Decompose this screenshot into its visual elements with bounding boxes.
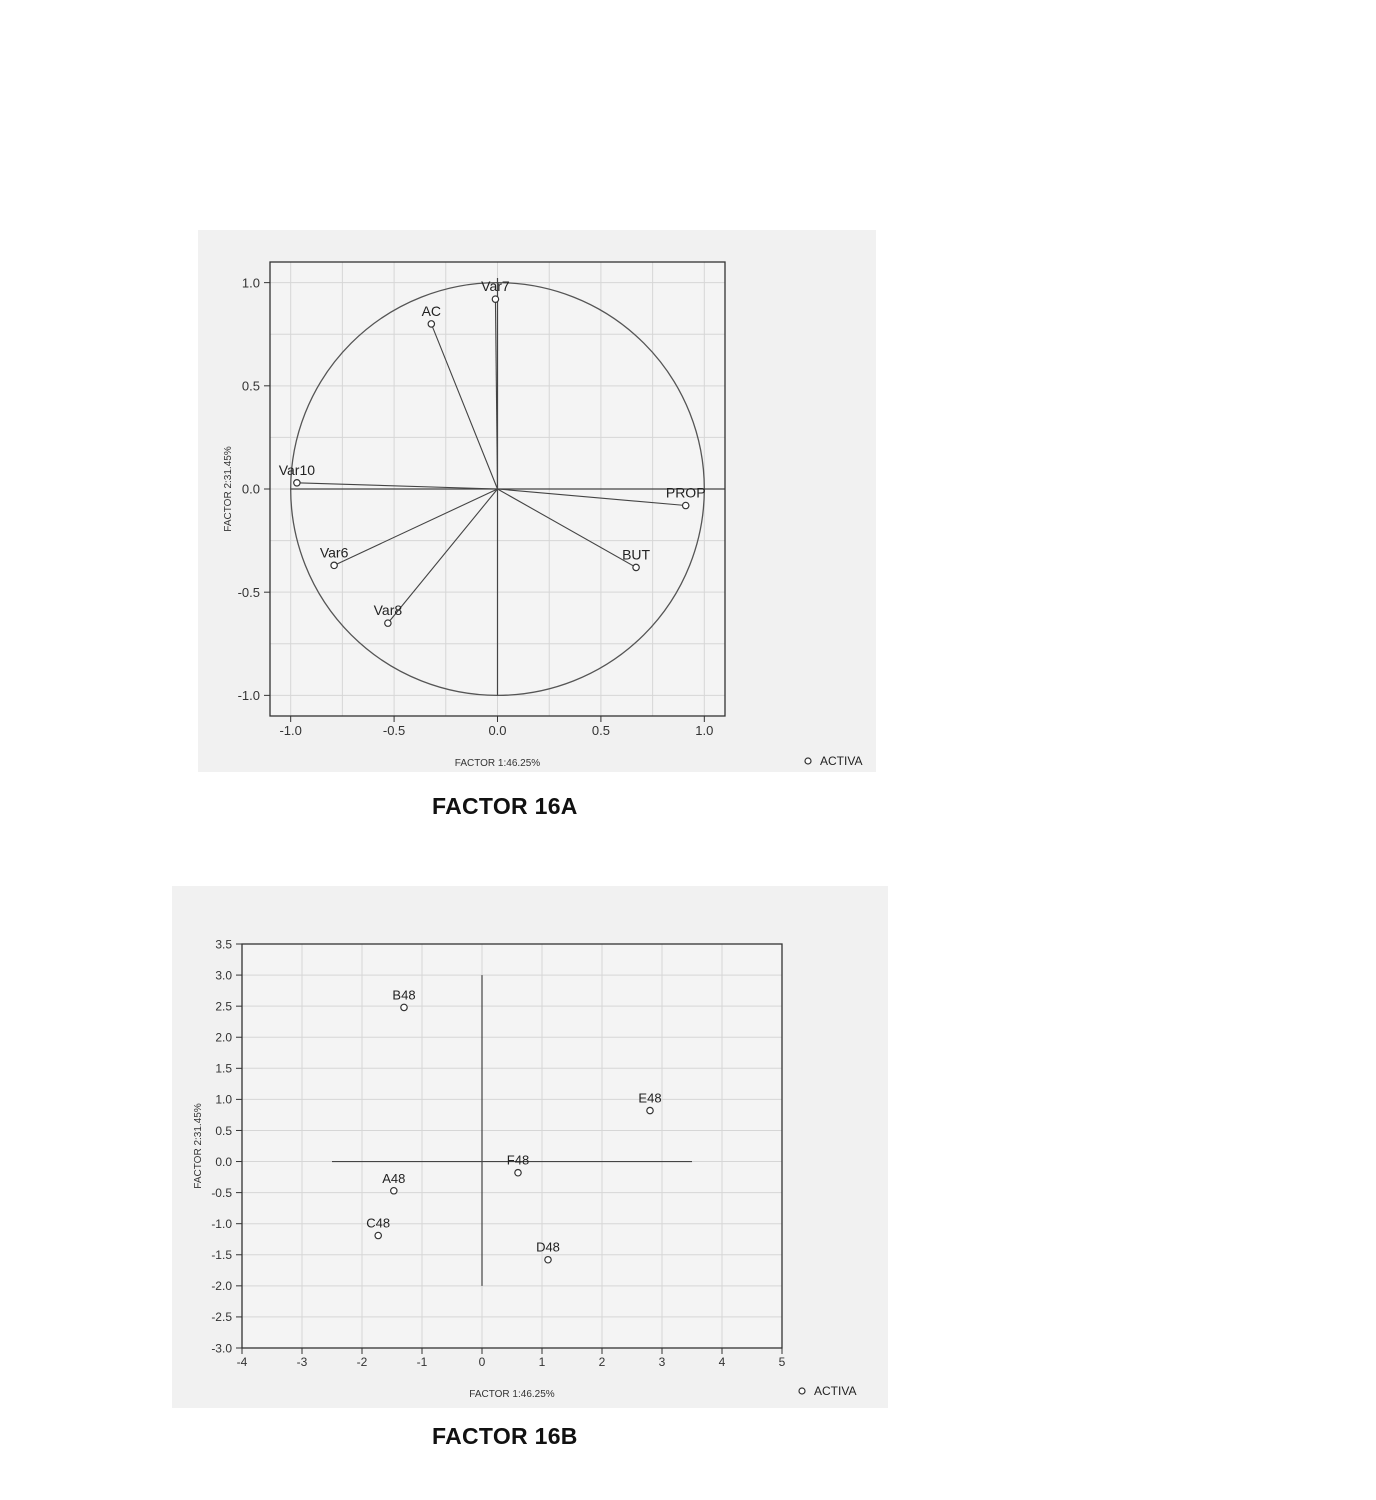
data-point (492, 296, 498, 302)
y-tick-label: -0.5 (211, 1185, 232, 1200)
data-point (515, 1170, 521, 1176)
x-tick-label: 1 (538, 1355, 546, 1369)
point-label: Var10 (278, 461, 316, 478)
chart-panel-factor-16a (198, 230, 876, 772)
data-point (545, 1257, 551, 1263)
point-label: B48 (392, 987, 416, 1003)
y-tick-label: 1.0 (215, 1092, 232, 1107)
data-point (647, 1107, 653, 1113)
plot-area (242, 944, 782, 1348)
point-label: BUT (622, 546, 651, 563)
chart-panel-factor-16b (172, 886, 888, 1408)
data-point (633, 564, 639, 570)
x-tick-label: 5 (778, 1355, 786, 1369)
x-tick-label: 1.0 (695, 723, 714, 738)
y-tick-label: -2.5 (211, 1310, 232, 1325)
correlation-circle-chart (198, 230, 876, 772)
legend-label: ACTIVA (814, 1384, 857, 1398)
x-tick-label: 3 (658, 1355, 666, 1369)
y-tick-label: -1.5 (211, 1248, 232, 1263)
y-tick-label: 0.0 (241, 481, 260, 497)
y-tick-label: -1.0 (211, 1217, 232, 1232)
y-tick-label: -2.0 (211, 1279, 232, 1294)
y-tick-label: 1.0 (241, 275, 260, 291)
point-label: Var7 (481, 278, 510, 295)
y-tick-label: -0.5 (237, 584, 260, 600)
x-tick-label: 0.5 (591, 723, 610, 738)
figure-caption-a: FACTOR 16A (432, 793, 578, 819)
x-axis-label: FACTOR 1:46.25% (469, 1389, 555, 1400)
data-point (331, 562, 337, 568)
data-point (294, 480, 300, 486)
y-tick-label: 3.5 (215, 937, 232, 952)
point-label: D48 (536, 1239, 560, 1255)
point-label: PROP (665, 484, 706, 501)
y-tick-label: 2.0 (215, 1030, 232, 1045)
point-label: Var8 (373, 602, 403, 619)
legend-marker (799, 1388, 805, 1394)
x-tick-label: 2 (598, 1355, 606, 1369)
x-tick-label: 0.0 (488, 723, 507, 738)
x-tick-label: -1.0 (279, 723, 302, 738)
legend-label: ACTIVA (820, 754, 863, 768)
x-tick-label: -2 (356, 1355, 368, 1369)
data-point (428, 321, 434, 327)
x-tick-label: 4 (718, 1355, 726, 1369)
x-tick-label: 0 (478, 1355, 486, 1369)
y-tick-label: -1.0 (237, 688, 260, 704)
y-tick-label: 0.0 (215, 1154, 232, 1169)
point-label: E48 (638, 1090, 662, 1106)
point-label: Var6 (319, 544, 349, 561)
x-tick-label: -1 (416, 1355, 428, 1369)
legend-marker (805, 758, 811, 764)
y-tick-label: 2.5 (215, 999, 232, 1014)
data-point (391, 1188, 397, 1194)
point-label: F48 (506, 1152, 530, 1168)
point-label: A48 (382, 1170, 406, 1186)
x-tick-label: -0.5 (382, 723, 406, 738)
y-tick-label: 1.5 (215, 1061, 232, 1076)
figure-caption-b: FACTOR 16B (432, 1423, 578, 1449)
x-tick-label: -4 (236, 1355, 248, 1369)
factor-scatter-chart (172, 886, 888, 1408)
x-axis-label: FACTOR 1:46.25% (454, 758, 541, 769)
y-tick-label: 3.0 (215, 968, 232, 983)
point-label: AC (421, 302, 442, 319)
y-tick-label: 0.5 (241, 378, 260, 394)
y-axis-label: FACTOR 2:31.45% (193, 1103, 204, 1189)
y-axis-label: FACTOR 2:31.45% (223, 446, 234, 532)
data-point (385, 620, 391, 626)
y-tick-label: 0.5 (215, 1123, 232, 1138)
data-point (401, 1004, 407, 1010)
data-point (375, 1232, 381, 1238)
data-point (683, 502, 689, 508)
y-tick-label: -3.0 (211, 1341, 232, 1356)
point-label: C48 (366, 1215, 391, 1231)
x-tick-label: -3 (296, 1355, 308, 1369)
